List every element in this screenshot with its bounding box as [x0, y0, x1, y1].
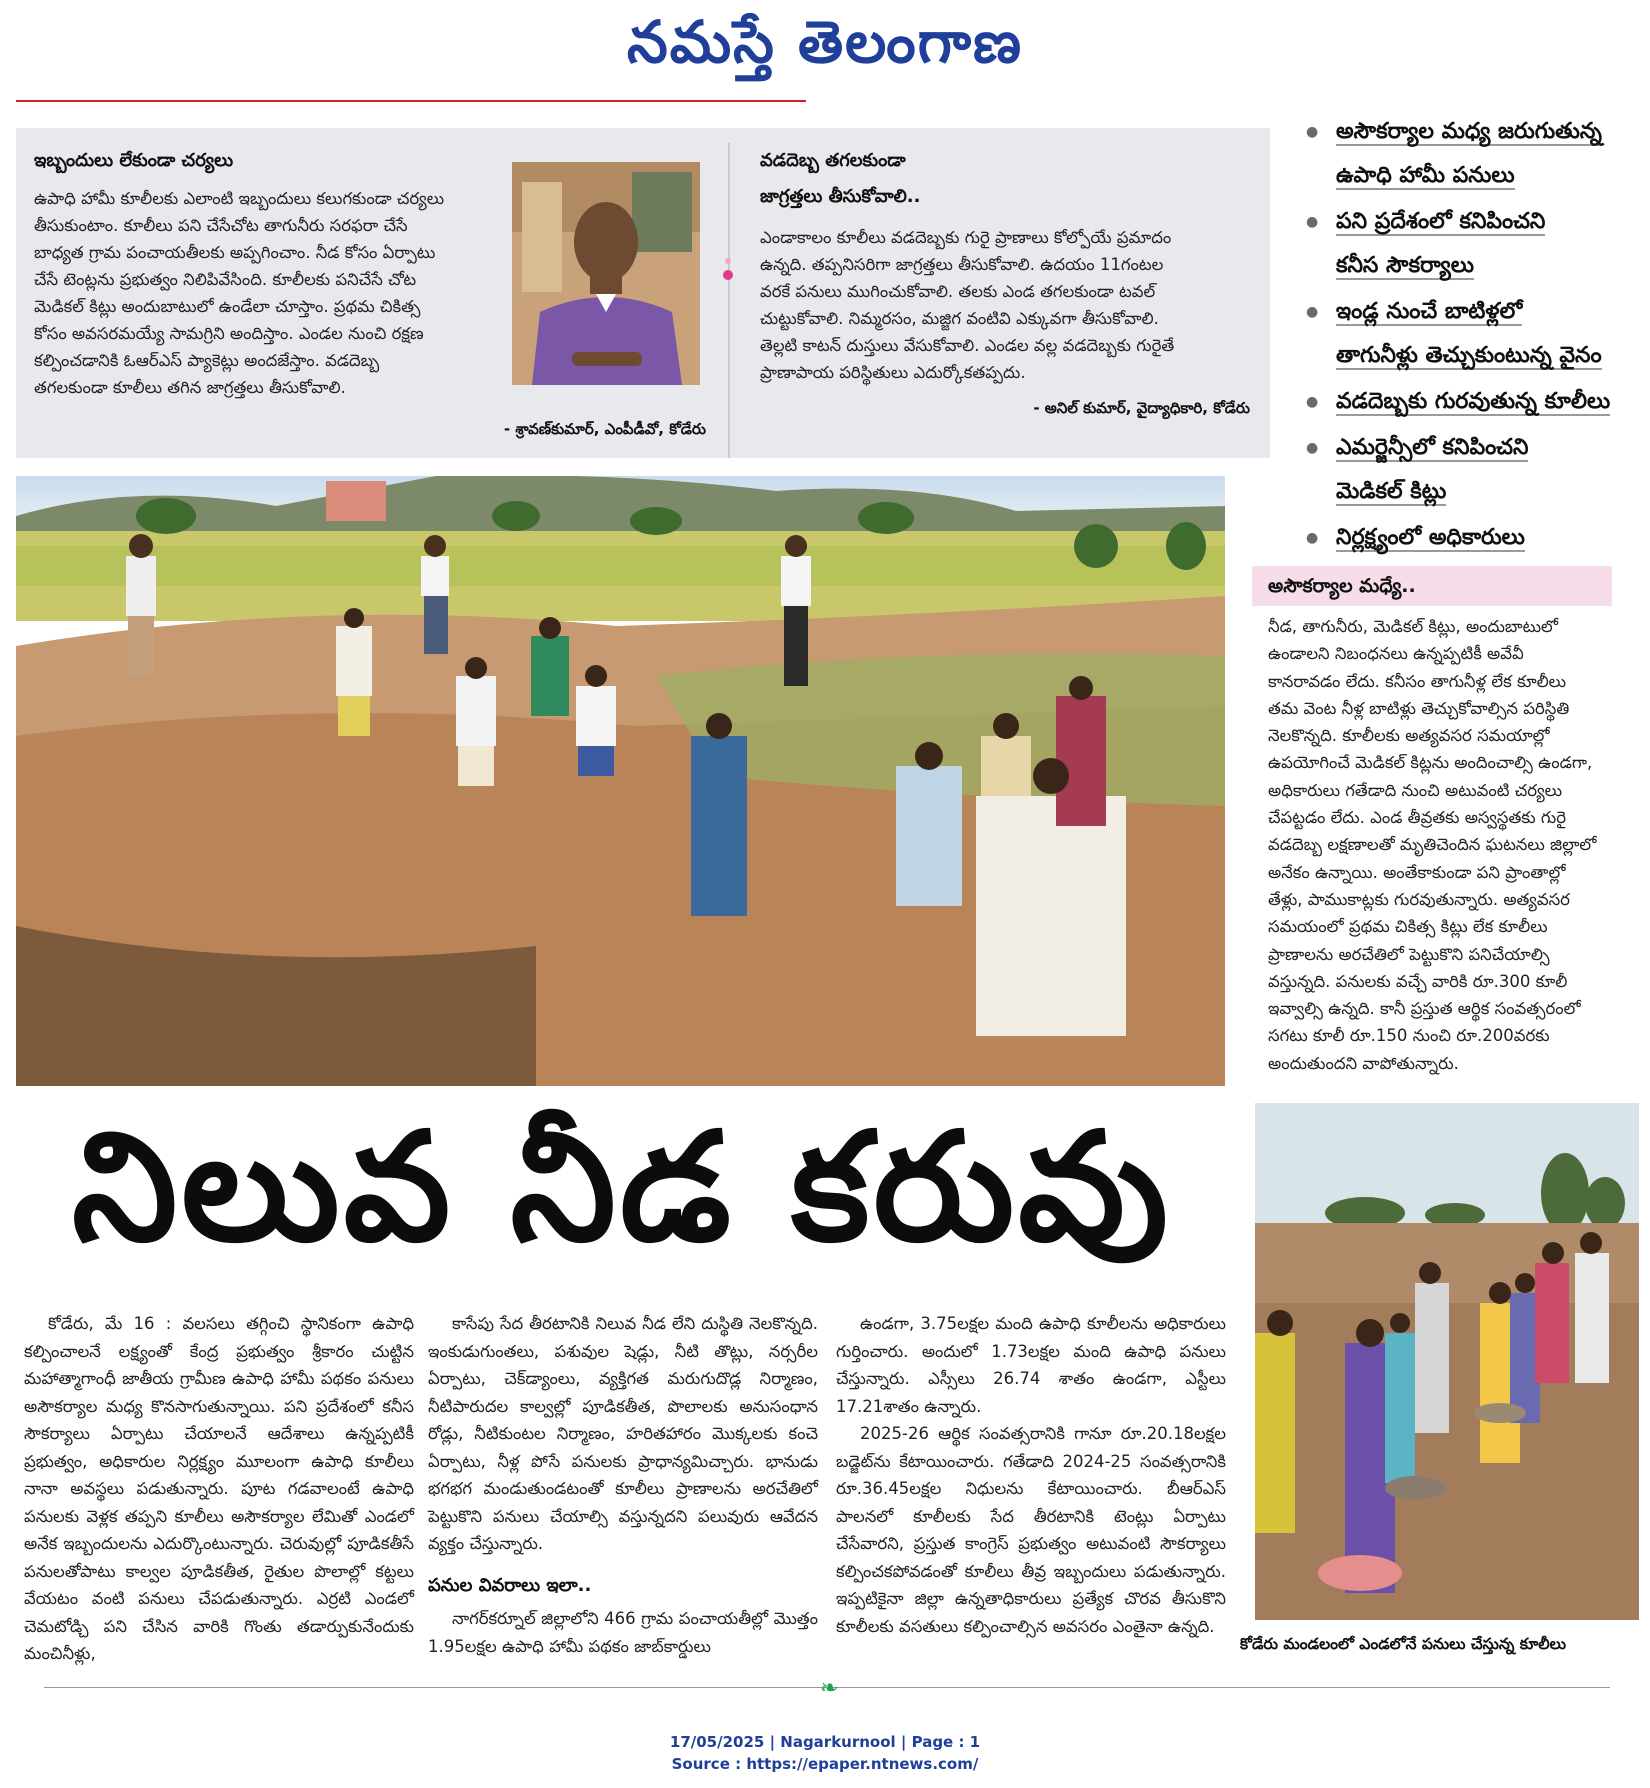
article-column-1: కోడేరు, మే 16 : వలసలు తగ్గించి స్థానికంగా ఉపాధి కల్పించాలనే లక్ష్యంతో కేంద్ర ప్రభుత్వం శ్రీకారం చుట్టిన మహాత్మాగాంధీ జాతీయ గ్రామీణ ఉపాధి హామీ పథకం పనులు అసౌకర్యాల మధ్య కొనసాగుతున్నాయి. పని ప్రదేశంలో కనీస సౌకర్యాలు ఏర్పాటు చేయాలనే ఆదేశాలు ఉన్నప్పటికీ ప్రభుత్వం, అధికారుల నిర్లక్ష్యం మూలంగా ఉపాధి కూలీలు నానా అవస్థలు పడుతున్నారు. పూట గడవాలంటే ఉపాధి పనులకు వెళ్లక తప్పని కూలీలు అసౌకర్యాల లేమితో ఎండలో అనేక ఇబ్బందులను ఎదుర్కొంటున్నారు. చెరువుల్లో పూడికతీసే పనులతోపాటు కాల్వల పూడికతీత, రైతుల పొలాల్లో కట్టలు వేయటం వంటి పనులు చేపడుతున్నారు. ఎర్రటి ఎండలో చెమటోడ్చి పని చేసిన వారికి గొంతు తడార్పుకునేందుకు మంచినీళ్లు, [24, 1314, 414, 1663]
highlight-item: ● పని ప్రదేశంలో కనిపించని కనీస సౌకర్యాలు [1304, 200, 1644, 288]
separator-dot [723, 270, 733, 280]
highlight-item: ● అసౌకర్యాల మధ్య జరుగుతున్న ఉపాధి హామీ పనులు [1304, 110, 1644, 198]
footer-edition-info: 17/05/2025 | Nagarkurnool | Page : 1 [669, 1733, 981, 1751]
highlight-item: ● వడదెబ్బకు గురవుతున్న కూలీలు [1304, 380, 1644, 424]
highlights-list [1304, 110, 1644, 562]
quote-right-heading-2: జాగ్రత్తలు తీసుకోవాలి.. [760, 186, 921, 207]
quote-left-heading: ఇబ్బందులు లేకుండా చర్యలు [34, 150, 234, 171]
quote-separator [728, 143, 730, 458]
official-portrait-photo [512, 162, 700, 385]
highlight-item: ● నిర్లక్ష్యంలో అధికారులు [1304, 516, 1644, 560]
highlight-item: ● ఎమర్జెన్సీలో కనిపించని మెడికల్ కిట్లు [1304, 426, 1644, 514]
leaf-icon: ❧ [820, 1676, 839, 1701]
workers-secondary-photo [1255, 1103, 1639, 1620]
sidebar-heading: అసౌకర్యాల మధ్యే.. [1252, 566, 1612, 606]
highlight-item: ● ఇండ్ల నుంచే బాటిళ్లలో తాగునీళ్లు తెచ్చుకుంటున్న వైనం [1304, 290, 1644, 378]
quote-left-text: ఉపాధి హామీ కూలీలకు ఎలాంటి ఇబ్బందులు కలుగకుండా చర్యలు తీసుకుంటాం. కూలీలు పని చేసేచోట తాగునీరు సరఫరా చేసే బాధ్యత గ్రామ పంచాయతీలకు అప్పగించాం. నీడ కోసం ఏర్పాటు చేసే టెంట్లను ప్రభుత్వం నిలిపివేసింది. కూలీలకు పనిచేసే చోట మెడికల్ కిట్లు అందుబాటులో ఉండేలా చూస్తాం. ప్రథమ చికిత్స కోసం అవసరమయ్యే సామగ్రిని అందిస్తాం. ఎండల నుంచి రక్షణ కల్పించడానికి ఓఆర్ఎస్ ప్యాకెట్లు అందజేస్తాం. వడదెబ్బ తగలకుండా కూలీలు తగిన జాగ్రత్తలు తీసుకోవాలి. [34, 189, 445, 397]
quote-right-signature: - అనిల్ కుమార్, వైద్యాధికారి, కోడేరు [1033, 399, 1250, 417]
main-headline: నిలువ నీడ కరువు [72, 1101, 1172, 1275]
separator-dot-small [725, 258, 731, 264]
quote-right-text: ఎండాకాలం కూలీలు వడదెబ్బకు గురై ప్రాణాలు కోల్పోయే ప్రమాదం ఉన్నది. తప్పనిసరిగా జాగ్రత్తలు తీసుకోవాలి. ఉదయం 11గంటల వరకే పనులు ముగించుకోవాలి. తలకు ఎండ తగలకుండా టవల్ చుట్టుకోవాలి. నిమ్మరసం, మజ్జిగ వంటివి ఎక్కువగా తీసుకోవాలి. తెల్లటి కాటన్ దుస్తులు వేసుకోవాలి. ఎండల వల్ల వడదెబ్బకు గురైతే ప్రాణాపాయ పరిస్థితులు ఎదుర్కోకతప్పదు. [760, 228, 1175, 382]
article-column-3: ఉండగా, 3.75లక్షల మంది ఉపాధి కూలీలను అధికారులు గుర్తించారు. అందులో 1.73లక్షల మంది ఉపాధి పనులు చేస్తున్నారు. ఎస్సీలు 26.74 శాతం ఉండగా, ఎస్టీలు 17.21శాతం ఉన్నారు. 2025-26 ఆర్థిక సంవత్సరానికి గానూ రూ.20.18లక్షల బడ్జెట్‌ను కేటాయించారు. గతేడాది 2024-25 సంవత్సరానికి రూ.36.45లక్షల నిధులను కేటాయించారు. బీఆర్ఎస్ పాలనలో కూలీలకు సేద తీరటానికి టెంట్లు ఏర్పాటు చేసేవారని, ప్రస్తుత కాంగ్రెస్ ప్రభుత్వం అటువంటి సౌకర్యాలు కల్పించకపోవడంతో కూలీలు తీవ్ర ఇబ్బందులు పడుతున్నారు. ఇప్పటికైనా జిల్లా ఉన్నతాధికారులు ప్రత్యేక చొరవ తీసుకొని కూలీలకు వసతులు కల్పించాల్సిన అవసరం ఎంతైనా ఉన్నది. [836, 1314, 1226, 1636]
footer-source-link[interactable]: Source : https://epaper.ntnews.com/ [671, 1755, 979, 1773]
masthead-logo: నమస్తే తెలంగాణ [627, 8, 1023, 76]
sidebar-text: నీడ, తాగునీరు, మెడికల్ కిట్లు, అందుబాటులో ఉండాలని నిబంధనలు ఉన్నప్పటికీ అవేవీ కానరావడం లేదు. కనీసం తాగునీళ్ల లేక కూలీలు తమ వెంట నీళ్ల బాటిళ్లు తెచ్చుకోవాల్సిన పరిస్థితి నెలకొన్నది. కూలీలకు అత్యవసర సమయాల్లో ఉపయోగించే మెడికల్ కిట్లను అందించాల్సి ఉండగా, అధికారులు గతేడాది నుంచి అటువంటి చర్యలు చేపట్టడం లేదు. ఎండ తీవ్రతకు అస్వస్థతకు గురై వడదెబ్బ లక్షణాలతో మృతిచెందిన ఘటనలు జిల్లాలో అనేకం ఉన్నాయి. అంతేకాకుండా పని ప్రాంతాల్లో తేళ్లు, పాముకాట్లకు గురవుతున్నారు. అత్యవసర సమయంలో ప్రథమ చికిత్స కిట్లు లేక కూలీలు ప్రాణాలను అరచేతిలో పెట్టుకొని పనిచేయాల్సి వస్తున్నది. పనులకు వచ్చే వారికి రూ.300 కూలీ ఇవ్వాల్సి ఉన్నది. కానీ ప్రస్తుత ఆర్థిక సంవత్సరంలో సగటు కూలీ రూ.150 నుంచి రూ.200వరకు అందుతుందని వాపోతున్నారు. [1268, 617, 1597, 1073]
masthead-rule [16, 100, 806, 102]
quote-right-heading-1: వడదెబ్బ తగలకుండా [760, 150, 906, 171]
photo-caption: కోడేరు మండలంలో ఎండలోనే పనులు చేస్తున్న కూలీలు [1240, 1635, 1566, 1653]
article-subheading: పనుల వివరాలు ఇలా.. [428, 1574, 592, 1596]
article-column-2: కాసేపు సేద తీరటానికి నిలువ నీడ లేని దుస్థితి నెలకొన్నది. ఇంకుడుగుంతలు, పశువుల షెడ్లు, నీటి తొట్లు, నర్సరీల ఏర్పాటు, చెక్‌డ్యాంలు, వ్యక్తిగత మరుగుదొడ్ల నిర్మాణం, నీటిపారుదల కాల్వల్లో పూడికతీత, పొలాలకు అనుసంధాన రోడ్లు, నీటికుంటల నిర్మాణం, హరితహారం మొక్కలకు కంచె ఏర్పాటు, నీళ్ల పోసే పనులకు ప్రాధాన్యమిచ్చారు. భానుడు భగభగ మండుతుండటంతో కూలీలు ప్రాణాలను అరచేతిలో పెట్టుకొని పనులు చేయాల్సి వస్తున్నదని పలువురు ఆవేదన వ్యక్తం చేస్తున్నారు. పనుల వివరాలు ఇలా.. నాగర్‌కర్నూల్ జిల్లాలోని 466 గ్రామ పంచాయతీల్లో మొత్తం 1.95లక్షల ఉపాధి హామీ పథకం జాబ్‌కార్డులు [428, 1314, 818, 1656]
workers-field-photo [16, 476, 1225, 1086]
quote-left-signature: - శ్రావణ్‌కుమార్, ఎంపీడీవో, కోడేరు [503, 420, 706, 438]
